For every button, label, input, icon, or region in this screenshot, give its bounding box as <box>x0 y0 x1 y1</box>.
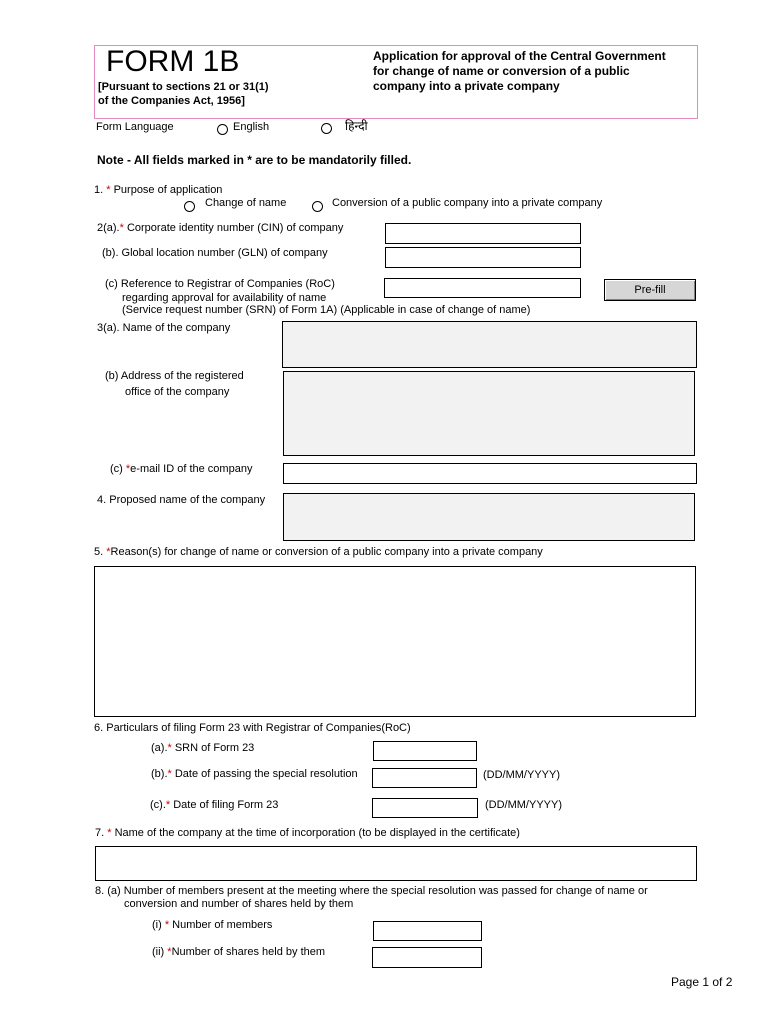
q6c-prefix: (c). <box>150 799 166 811</box>
q8-label-line-2: conversion and number of shares held by them <box>124 898 354 910</box>
form-language-label: Form Language <box>96 121 174 133</box>
radio-conversion[interactable] <box>312 201 323 212</box>
filing-date-input[interactable] <box>372 798 478 818</box>
q3a-label: 3(a). Name of the company <box>97 322 231 334</box>
q2b-label: (b). Global location number (GLN) of company <box>102 247 328 259</box>
cin-input[interactable] <box>385 223 581 244</box>
q8i-text: Number of members <box>169 919 273 931</box>
note-text-a: All fields marked <box>133 153 234 167</box>
registered-office-address-field[interactable] <box>283 371 695 456</box>
q3b-label-line-2: office of the company <box>125 386 230 398</box>
q2a-required-marker: * <box>119 222 124 234</box>
q8i-required-marker: * <box>164 919 170 931</box>
filing-date-format: (DD/MM/YYYY) <box>485 799 562 811</box>
q5-required-marker: * <box>106 546 111 558</box>
q3c-prefix: (c) <box>110 463 126 475</box>
shares-count-input[interactable] <box>372 947 482 968</box>
pursuant-line-2: of the Companies Act, 1956] <box>98 95 245 107</box>
q6c-label <box>150 799 278 812</box>
q6c-text: Date of filing Form 23 <box>170 799 279 811</box>
q3c-required-marker: * <box>125 463 131 475</box>
q6b-prefix: (b). <box>151 768 168 780</box>
q2a-text: Corporate identity number (CIN) of company <box>123 222 344 234</box>
q5-label <box>94 546 543 559</box>
q7-number: 7. <box>95 827 108 839</box>
q6c-required-marker: * <box>165 799 171 811</box>
q8ii-label <box>152 946 325 959</box>
gln-input[interactable] <box>385 247 581 268</box>
q6b-label <box>151 768 358 781</box>
company-name-field[interactable] <box>282 321 697 368</box>
mandatory-note <box>97 153 411 168</box>
q7-required-marker: * <box>107 827 112 839</box>
q6a-required-marker: * <box>167 742 172 754</box>
q2c-label-line-1: (c) Reference to Registrar of Companies (RoC) <box>105 278 335 290</box>
q6a-label <box>151 742 254 755</box>
members-count-input[interactable] <box>373 921 482 941</box>
q3b-label-line-1: (b) Address of the registered <box>105 370 244 382</box>
radio-hindi-label: हिन्दी <box>345 119 368 133</box>
q2a-number: 2(a). <box>97 222 120 234</box>
q2c-label-line-3: (Service request number (SRN) of Form 1A) (Applicable in case of change of name) <box>122 304 531 316</box>
radio-hindi[interactable] <box>321 123 332 134</box>
q1-number: 1. <box>94 184 107 196</box>
q4-label: 4. Proposed name of the company <box>97 494 266 506</box>
q5-text: Reason(s) for change of name or conversion of a public company into a private company <box>110 546 543 558</box>
radio-change-of-name-label: Change of name <box>205 197 287 209</box>
resolution-date-format: (DD/MM/YYYY) <box>483 769 560 781</box>
q2a-label <box>97 222 343 235</box>
q7-text: Name of the company at the time of incorporation (to be displayed in the certificate) <box>111 827 520 839</box>
form-description-line-3: company into a private company <box>373 79 560 93</box>
q3c-text: e-mail ID of the company <box>130 463 253 475</box>
email-input[interactable] <box>283 463 697 484</box>
q2c-label-line-2: regarding approval for availability of name <box>122 292 327 304</box>
srn-form-1a-input[interactable] <box>384 278 581 298</box>
q6b-required-marker: * <box>167 768 172 780</box>
q6a-prefix: (a). <box>151 742 168 754</box>
srn-form-23-input[interactable] <box>373 741 477 761</box>
form-title: FORM 1B <box>106 45 240 78</box>
radio-english-label: English <box>233 121 270 133</box>
note-text-b: in * are to be mandatorily filled. <box>233 153 412 167</box>
pursuant-line-1: [Pursuant to sections 21 or 31(1) <box>98 81 269 93</box>
q1-required-marker: * <box>106 184 111 196</box>
q8ii-text: Number of shares held by them <box>171 946 326 958</box>
q8-label-line-1: 8. (a) Number of members present at the meeting where the special resolution was passed for change of name or <box>95 885 648 897</box>
prefill-button[interactable]: Pre-fill <box>604 279 696 301</box>
q6-label: 6. Particulars of filing Form 23 with Registrar of Companies(RoC) <box>94 722 411 734</box>
q7-label <box>95 827 520 840</box>
q1-text: Purpose of application <box>113 184 223 196</box>
incorporation-name-input[interactable] <box>95 846 697 881</box>
form-description-line-2: for change of name or conversion of a public <box>373 64 630 78</box>
q5-number: 5. <box>94 546 107 558</box>
q3c-label <box>110 463 252 476</box>
radio-change-of-name[interactable] <box>184 201 195 212</box>
q8ii-required-marker: * <box>167 946 172 958</box>
proposed-name-field[interactable] <box>283 493 695 541</box>
reasons-textarea[interactable] <box>94 566 696 717</box>
note-prefix: Note - <box>97 153 134 167</box>
q1-label <box>94 184 222 197</box>
q6b-text: Date of passing the special resolution <box>171 768 358 780</box>
q8i-prefix: (i) <box>152 919 165 931</box>
form-description-line-1: Application for approval of the Central Government <box>373 49 666 63</box>
q8ii-prefix: (ii) <box>152 946 168 958</box>
radio-english[interactable] <box>217 124 228 135</box>
q6a-text: SRN of Form 23 <box>171 742 255 754</box>
q8i-label <box>152 919 272 932</box>
radio-conversion-label: Conversion of a public company into a private company <box>332 197 603 209</box>
resolution-date-input[interactable] <box>372 768 477 788</box>
page-number: Page 1 of 2 <box>671 975 733 989</box>
